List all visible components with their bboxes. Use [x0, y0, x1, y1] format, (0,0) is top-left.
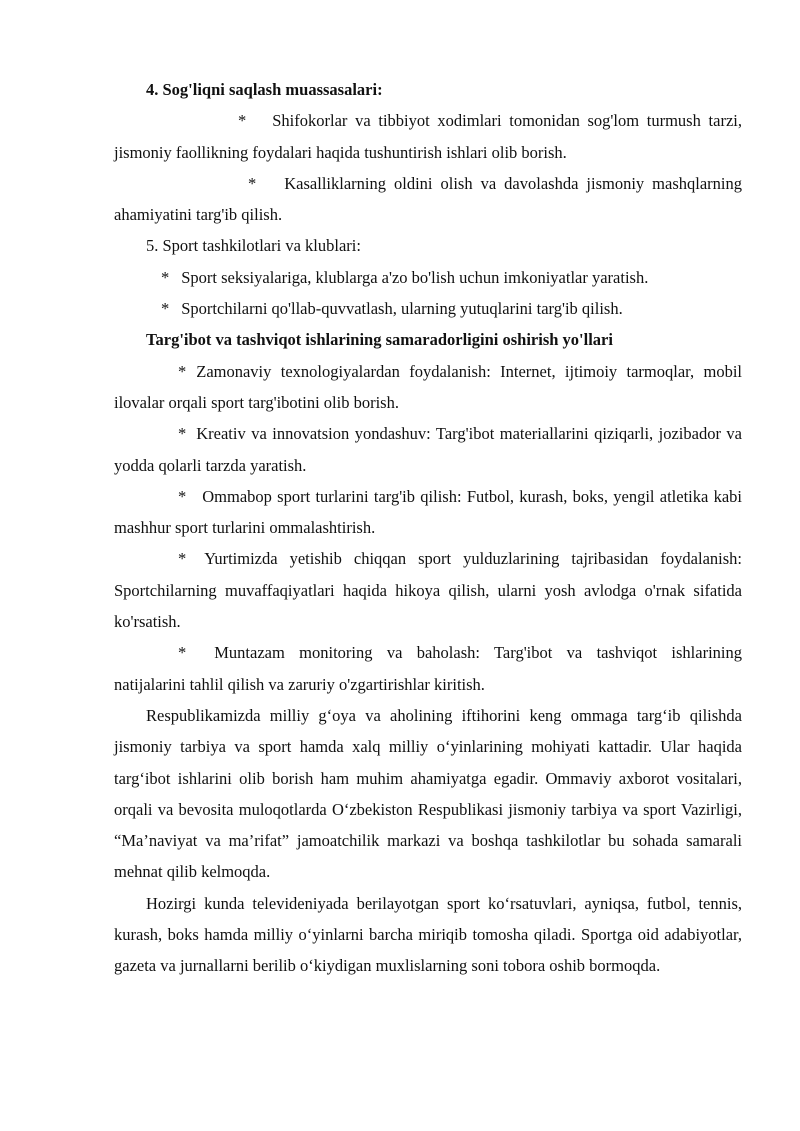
section-4-heading: 4. Sog'liqni saqlash muassasalari:	[146, 80, 383, 99]
bullet-star: *	[178, 643, 187, 663]
ways-item-2-text: Kreativ va innovatsion yondashuv: Targ'ibot materiallarini qiziqarli, jozibador va yodda qolarli tarzda yaratish.	[114, 424, 742, 475]
bullet-star: *	[178, 424, 187, 444]
ways-item-1-text: Zamonaviy texnologiyalardan foydalanish: Internet, ijtimoiy tarmoqlar, mobil ilovalar orqali sport targ'ibotini olib borish.	[114, 361, 742, 412]
ways-item-4	[114, 543, 742, 637]
bullet-star: *	[238, 111, 247, 131]
bullet-star: *	[248, 173, 257, 193]
bullet-star: *	[161, 299, 170, 319]
ways-heading: Targ'ibot va tashviqot ishlarining samaradorligini oshirish yo'llari	[146, 330, 613, 350]
ways-item-3	[114, 481, 742, 544]
ways-item-5	[114, 637, 742, 700]
bullet-star: *	[178, 549, 187, 569]
section-5-item-1-text: Sport seksiyalariga, klublarga a'zo bo'lish uchun imkoniyatlar yaratish.	[181, 267, 649, 287]
section-4-item-1	[114, 105, 742, 168]
section-4-item-2-text: Kasalliklarning oldini olish va davolashda jismoniy mashqlarning ahamiyatini targ'ib qilish.	[114, 173, 742, 225]
section-5-item-2-text: Sportchilarni qo'llab-quvvatlash, ularning yutuqlarini targ'ib qilish.	[181, 299, 623, 319]
section-5-item-2	[114, 293, 742, 324]
ways-item-1	[114, 356, 742, 419]
ways-item-4-text: Yurtimizda yetishib chiqqan sport yulduzlarining tajribasidan foydalanish: Sportchilarning muvaffaqiyatlari haqida hikoya qilish, ularni yosh avlodga o'rnak sifatida ko'rsatish.	[114, 549, 742, 632]
section-4-item-1-text: Shifokorlar va tibbiyot xodimlari tomonidan sog'lom turmush tarzi, jismoniy faollikning foydalari haqida tushuntirish ishlari olib borish.	[114, 111, 742, 162]
ways-item-2	[114, 418, 742, 481]
paragraph-1: Respublikamizda milliy g‘oya va aholining iftihorini keng ommaga targ‘ib qilishda jismoniy tarbiya va sport hamda xalq milliy o‘yinlarining mohiyati kattadir. Ular haqida targ‘ibot ishlarini olib borish ham muhim ahamiyatga egadir. Ommaviy axborot vositalari, orqali va bevosita muloqotlarda O‘zbekiston Respublikasi jismoniy tarbiya va sport Vazirligi, “Ma’naviyat va ma’rifat” jamoatchilik markazi va boshqa tashkilotlar bu sohada samarali mehnat qilib kelmoqda.	[114, 705, 742, 882]
section-5-item-1	[114, 262, 742, 293]
bullet-star: *	[161, 267, 170, 287]
section-5-heading: 5. Sport tashkilotlari va klublari:	[146, 236, 361, 256]
section-4-item-2	[114, 168, 742, 231]
document-page	[114, 74, 742, 982]
bullet-star: *	[178, 486, 187, 506]
bullet-star: *	[178, 361, 187, 381]
paragraph-2: Hozirgi kunda televideniyada berilayotgan sport ko‘rsatuvlari, ayniqsa, futbol, tennis, kurash, boks hamda milliy o‘yinlarni barcha miriqib tomosha qiladi. Sportga oid adabiyotlar, gazeta va jurnallarni berilib o‘kiydigan muxlislarning soni tobora oshib bormoqda.	[114, 893, 742, 976]
ways-item-3-text: Ommabop sport turlarini targ'ib qilish: Futbol, kurash, boks, yengil atletika kabi mashhur sport turlarini ommalashtirish.	[114, 486, 742, 538]
ways-item-5-text: Muntazam monitoring va baholash: Targ'ibot va tashviqot ishlarining natijalarini tahlil qilish va zaruriy o'zgartirishlar kiritish.	[114, 643, 742, 694]
